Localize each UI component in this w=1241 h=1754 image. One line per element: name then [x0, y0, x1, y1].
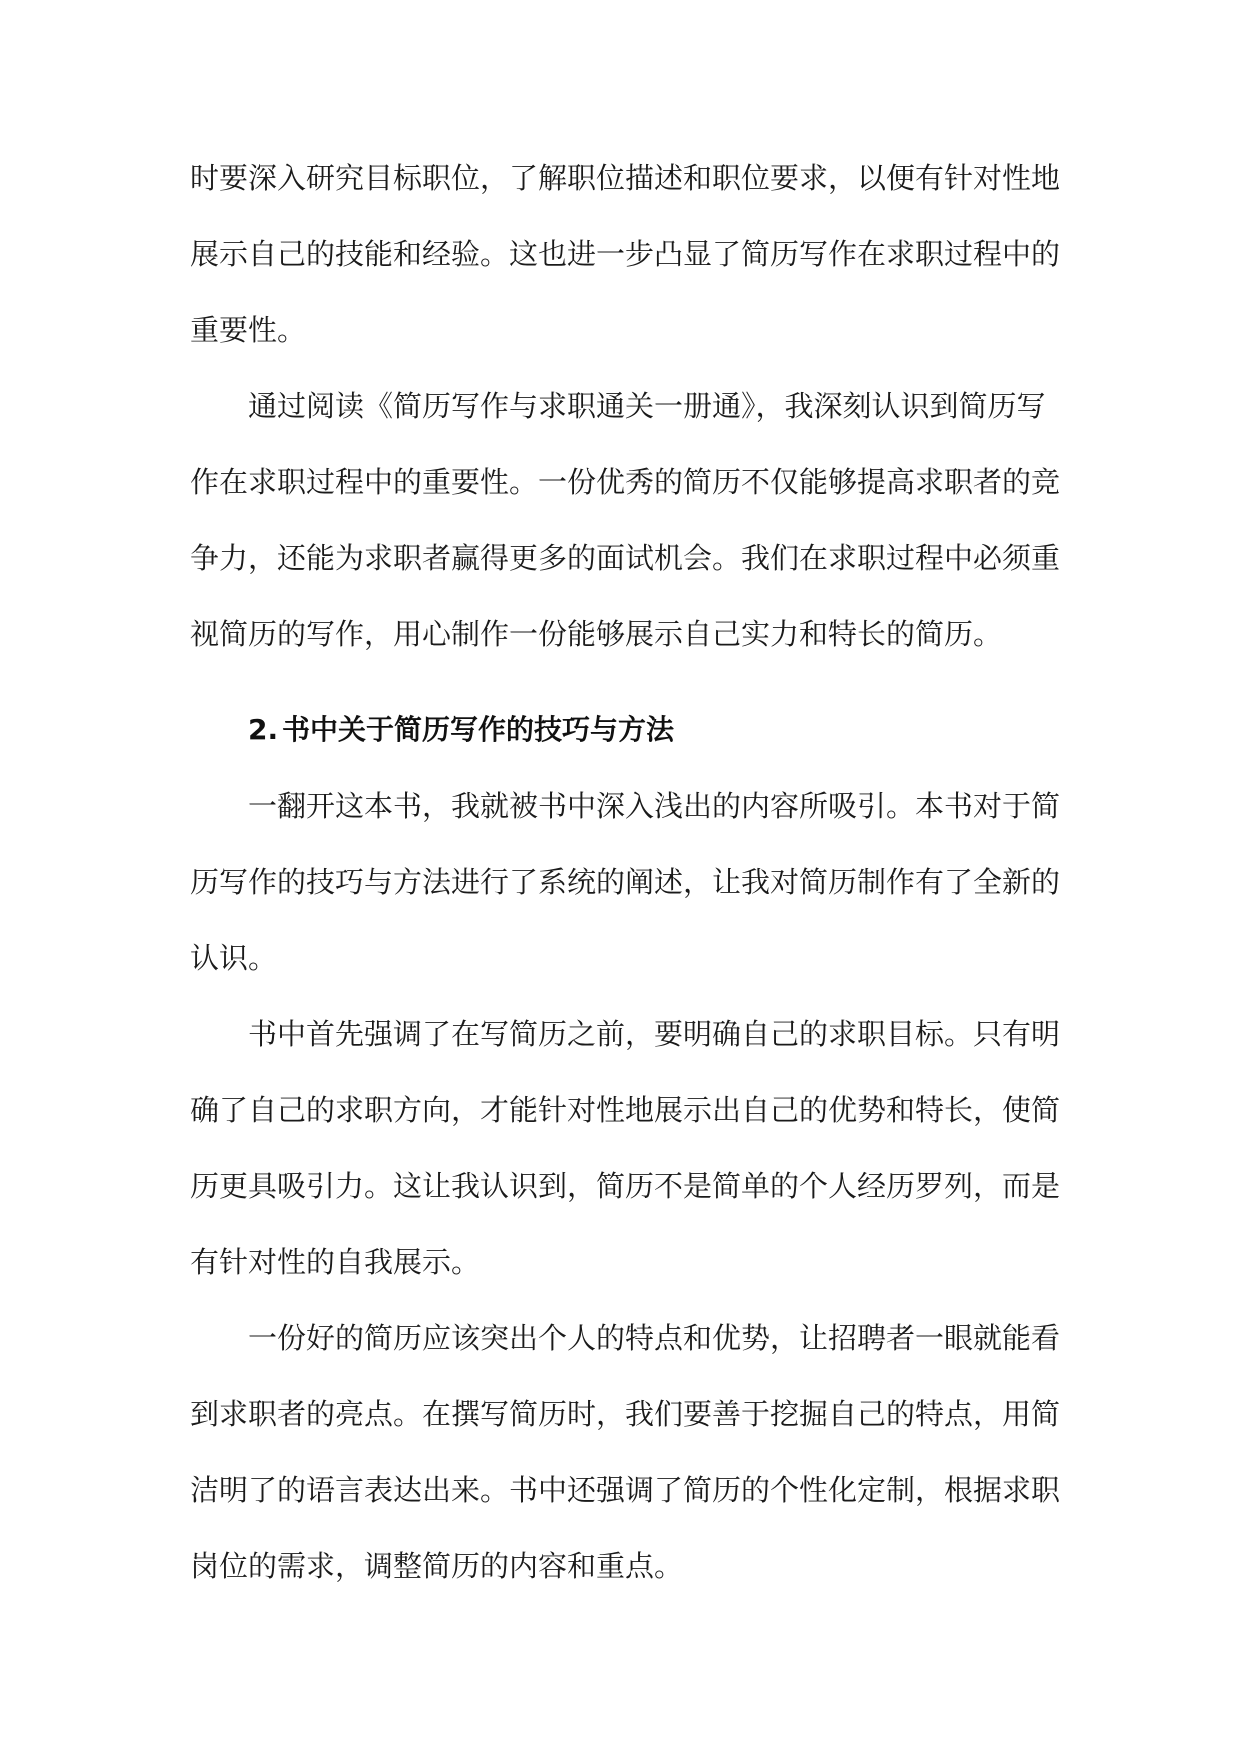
paragraph-line: 一份好的简历应该突出个人的特点和优势，让招聘者一眼就能看: [248, 1321, 1061, 1355]
section-number: 2.: [248, 713, 279, 746]
paragraph-line: 岗位的需求，调整简历的内容和重点。: [190, 1549, 684, 1583]
paragraph-line: 时要深入研究目标职位，了解职位描述和职位要求，以便有针对性地: [190, 161, 1061, 195]
paragraph-line: 争力，还能为求职者赢得更多的面试机会。我们在求职过程中必须重: [190, 541, 1061, 575]
paragraph-line: 到求职者的亮点。在撰写简历时，我们要善于挖掘自己的特点，用简: [190, 1397, 1061, 1431]
paragraph-line: 历写作的技巧与方法进行了系统的阐述，让我对简历制作有了全新的: [190, 865, 1061, 899]
section-heading: [190, 692, 1060, 768]
paragraph-line: 认识。: [190, 941, 278, 975]
paragraph: [190, 140, 1060, 368]
paragraph-line: 重要性。: [190, 313, 307, 347]
paragraph-line: 一翻开这本书，我就被书中深入浅出的内容所吸引。本书对于简: [248, 789, 1061, 823]
paragraph-line: 确了自己的求职方向，才能针对性地展示出自己的优势和特长，使简: [190, 1093, 1061, 1127]
paragraph: [190, 1300, 1060, 1604]
section-title: 书中关于简历写作的技巧与方法: [282, 713, 675, 746]
paragraph-line: 通过阅读《简历写作与求职通关一册通》，我深刻认识到简历写: [248, 389, 1046, 423]
document-body: [190, 140, 1060, 1604]
paragraph: [190, 368, 1060, 672]
paragraph-line: 展示自己的技能和经验。这也进一步凸显了简历写作在求职过程中的: [190, 237, 1061, 271]
paragraph-line: 有针对性的自我展示。: [190, 1245, 481, 1279]
paragraph-line: 洁明了的语言表达出来。书中还强调了简历的个性化定制，根据求职: [190, 1473, 1061, 1507]
paragraph-line: 视简历的写作，用心制作一份能够展示自己实力和特长的简历。: [190, 617, 1003, 651]
paragraph: [190, 768, 1060, 996]
paragraph: [190, 996, 1060, 1300]
paragraph-line: 历更具吸引力。这让我认识到，简历不是简单的个人经历罗列，而是: [190, 1169, 1061, 1203]
paragraph-line: 作在求职过程中的重要性。一份优秀的简历不仅能够提高求职者的竞: [190, 465, 1061, 499]
paragraph-line: 书中首先强调了在写简历之前，要明确自己的求职目标。只有明: [248, 1017, 1061, 1051]
